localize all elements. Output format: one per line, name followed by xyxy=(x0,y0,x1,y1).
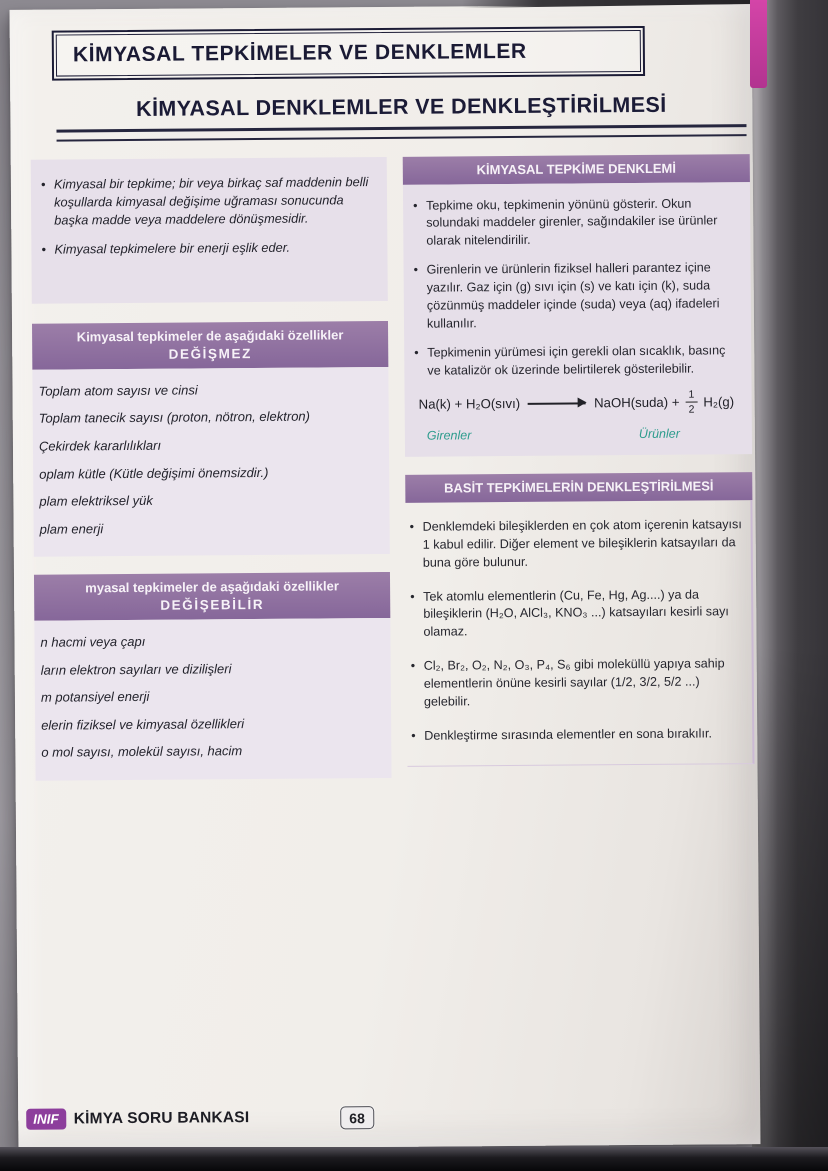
degismez-header xyxy=(32,321,388,370)
rule-bullet: • Cl₂, Br₂, O₂, N₂, O₃, P₄, S₆ gibi moleküllü yapıya sahip elementlerin önüne kesirli sayılar (1/2, 3/2, 5/2 ...) gelebilir. xyxy=(411,655,744,711)
rule-bullet: • Tek atomlu elementlerin (Cu, Fe, Hg, Ag....) ya da bileşiklerin (H₂O, AlCl₃, KNO₃ ...) katsayıları kesirli sayı olamaz. xyxy=(410,586,743,642)
series-badge: INIF xyxy=(26,1109,66,1130)
property-item: oplam kütle (Kütle değişimi önemsizdir.) xyxy=(39,464,269,482)
equation-labels xyxy=(415,417,742,450)
reaction-arrow-icon xyxy=(528,402,586,404)
equation-reactants: Na(k) + H₂O(sıvı) xyxy=(418,396,521,413)
property-item: Çekirdek kararlılıkları xyxy=(38,437,162,454)
left-column xyxy=(31,157,392,799)
property-item: ların elektron sayıları ve dizilişleri xyxy=(40,660,232,678)
page-title: KİMYASAL TEPKİMELER VE DENKLEMLER xyxy=(72,39,527,67)
property-item: Toplam tanecik sayısı (proton, nötron, elektron) xyxy=(38,408,311,427)
products-label: Ürünler xyxy=(638,427,680,442)
right-column xyxy=(403,154,758,796)
degisebilir-header xyxy=(34,572,390,621)
fraction xyxy=(685,390,697,415)
main-title-box xyxy=(52,26,645,81)
tepkime-denklemi-section xyxy=(403,154,752,457)
tepkime-denklemi-body xyxy=(403,182,752,458)
rule-bullet: • Denkleştirme sırasında elementler en sona bırakılır. xyxy=(411,725,744,745)
tepkime-denklemi-header: KİMYASAL TEPKİME DENKLEMİ xyxy=(403,154,750,184)
property-item: plam elektriksel yük xyxy=(39,492,153,509)
content-columns xyxy=(11,154,758,799)
series-title: KİMYA SORU BANKASI xyxy=(73,1108,250,1127)
magenta-accent-bar xyxy=(750,0,767,88)
page-number: 68 xyxy=(340,1106,374,1129)
property-item: n hacmi veya çapı xyxy=(40,633,146,650)
degisebilir-header-line1: myasal tepkimeler de aşağıdaki özellikler xyxy=(85,578,339,596)
degisebilir-section xyxy=(34,572,392,781)
book-spine-edge xyxy=(752,0,828,1171)
table-surface-edge xyxy=(0,1147,828,1171)
info-bullet: • Girenlerin ve ürünlerin fiziksel halleri parantez içine yazılır. Gaz için (g) sıvı için (s) ve katı için (k), suda çözünmüş maddeler içinde (suda) veya (aq) ifadeleri kullanılır. xyxy=(414,259,742,333)
degismez-header-line2: DEĞİŞMEZ xyxy=(168,345,252,362)
rule-bullet: • Denklemdeki bileşiklerden en çok atom içerenin katsayısı 1 kabul edilir. Diğer element ve bileşiklerin katsayıları da buna göre bulunur. xyxy=(410,516,743,572)
subtitle-underline xyxy=(56,124,746,141)
degismez-section xyxy=(32,321,390,557)
section-title: KİMYASAL DENKLEMLER VE DENKLEŞTİRİLMESİ xyxy=(135,92,667,121)
fraction-numerator: 1 xyxy=(685,390,697,403)
degismez-header-line1: Kimyasal tepkimeler de aşağıdaki özellikler xyxy=(76,327,344,345)
denklestirme-body xyxy=(405,500,754,766)
degisebilir-header-line2: DEĞİŞEBİLİR xyxy=(160,596,265,613)
info-bullet: • Tepkime oku, tepkimenin yönünü gösterir. Okun solundaki maddeler girenler, sağındakiler ise ürünler olarak nitelendirilir. xyxy=(413,195,740,251)
denklestirme-header: BASİT TEPKİMELERİN DENKLEŞTİRİLMESİ xyxy=(405,473,752,503)
property-item: plam enerji xyxy=(39,520,104,537)
intro-box xyxy=(31,157,388,304)
intro-bullet: • Kimyasal tepkimelere bir enerji eşlik eder. xyxy=(41,239,375,260)
fraction-denominator: 2 xyxy=(688,403,695,416)
property-item: m potansiyel enerji xyxy=(40,689,150,705)
denklestirme-section xyxy=(405,473,754,767)
property-item: o mol sayısı, molekül sayısı, hacim xyxy=(41,743,243,761)
degisebilir-list xyxy=(34,618,391,781)
reactants-label: Girenler xyxy=(426,428,472,444)
info-bullet: • Tepkimenin yürümesi için gerekli olan sıcaklık, basınç ve katalizör ok üzerinde belirtilerek gösterilebilir. xyxy=(414,342,741,380)
property-item: Toplam atom sayısı ve cinsi xyxy=(38,382,198,399)
property-item: elerin fiziksel ve kimyasal özellikleri xyxy=(41,715,245,733)
equation-products-post: H₂(g) xyxy=(703,394,735,410)
intro-bullet: • Kimyasal bir tepkime; bir veya birkaç saf maddenin belli koşullarda kimyasal değişime uğraması sonucunda başka madde veya maddelere dönüşmesidir. xyxy=(41,173,375,230)
degismez-list xyxy=(32,367,389,557)
page-footer xyxy=(26,1107,249,1130)
chemical-equation xyxy=(419,390,742,418)
equation-products-pre: NaOH(suda) + xyxy=(594,395,680,411)
subtitle-block xyxy=(56,92,746,141)
main-title-inner-border xyxy=(56,30,641,77)
book-page xyxy=(10,4,761,1150)
